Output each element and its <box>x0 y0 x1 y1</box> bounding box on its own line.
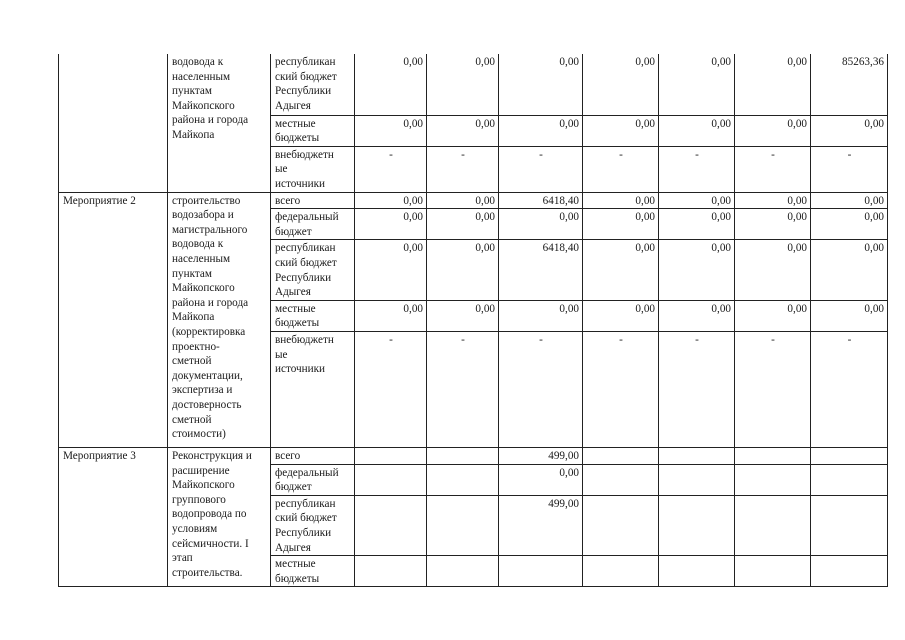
value-cell: 85263,36 <box>811 54 888 115</box>
value-cell: 0,00 <box>583 240 659 300</box>
value-cell: 0,00 <box>355 300 427 331</box>
value-cell: 0,00 <box>811 192 888 209</box>
budget-table <box>58 54 888 587</box>
value-cell: 0,00 <box>659 54 735 115</box>
table-body <box>59 54 888 587</box>
funding-source-cell: федеральный бюджет <box>271 209 355 240</box>
value-cell: 0,00 <box>427 300 499 331</box>
value-cell: 0,00 <box>735 192 811 209</box>
value-cell: - <box>811 332 888 448</box>
funding-source-cell: федеральный бюджет <box>271 464 355 495</box>
value-cell: 0,00 <box>499 54 583 115</box>
value-cell: 0,00 <box>355 54 427 115</box>
description-cell: Реконструкция и расширение Майкопского группового водопровода по условиям сейсмичности. I этап строительства. <box>168 448 271 587</box>
description-cell: водовода к населенным пунктам Майкопского района и города Майкопа <box>168 54 271 192</box>
table-row <box>59 54 888 115</box>
funding-source-cell: всего <box>271 448 355 465</box>
value-cell: 0,00 <box>355 192 427 209</box>
value-cell <box>811 448 888 465</box>
value-cell: 0,00 <box>811 300 888 331</box>
value-cell <box>659 556 735 587</box>
value-cell: 0,00 <box>735 240 811 300</box>
value-cell <box>811 495 888 555</box>
funding-source-cell: местные бюджеты <box>271 115 355 146</box>
value-cell: - <box>735 332 811 448</box>
value-cell: 0,00 <box>499 209 583 240</box>
value-cell: 0,00 <box>583 209 659 240</box>
value-cell: 499,00 <box>499 448 583 465</box>
value-cell <box>735 448 811 465</box>
description-cell: строительство водозабора и магистрального водовода к населенным пунктам Майкопского района и города Майкопа (корректировка проектно- сметной документации, экспертиза и достоверность сметной стоимости) <box>168 192 271 447</box>
value-cell <box>355 448 427 465</box>
funding-source-cell: всего <box>271 192 355 209</box>
table-row <box>59 448 888 465</box>
value-cell: - <box>355 332 427 448</box>
value-cell <box>659 448 735 465</box>
value-cell <box>583 495 659 555</box>
value-cell <box>355 556 427 587</box>
value-cell <box>735 464 811 495</box>
value-cell: - <box>355 146 427 192</box>
value-cell <box>659 464 735 495</box>
value-cell: 0,00 <box>427 192 499 209</box>
value-cell <box>583 464 659 495</box>
value-cell: 0,00 <box>659 300 735 331</box>
value-cell: 0,00 <box>811 209 888 240</box>
funding-source-cell: местные бюджеты <box>271 556 355 587</box>
value-cell: - <box>583 332 659 448</box>
funding-source-cell: внебюджетн ые источники <box>271 146 355 192</box>
value-cell: - <box>427 332 499 448</box>
value-cell: - <box>659 146 735 192</box>
value-cell: 0,00 <box>659 192 735 209</box>
value-cell <box>355 495 427 555</box>
value-cell: - <box>811 146 888 192</box>
value-cell: 0,00 <box>583 115 659 146</box>
funding-source-cell: местные бюджеты <box>271 300 355 331</box>
value-cell: 0,00 <box>811 115 888 146</box>
value-cell <box>427 495 499 555</box>
activity-cell: Мероприятие 2 <box>59 192 168 447</box>
funding-source-cell: республикан ский бюджет Республики Адыгея <box>271 54 355 115</box>
value-cell: 0,00 <box>427 54 499 115</box>
value-cell: 499,00 <box>499 495 583 555</box>
value-cell <box>427 464 499 495</box>
value-cell <box>811 464 888 495</box>
value-cell: - <box>427 146 499 192</box>
value-cell: - <box>499 146 583 192</box>
value-cell: 0,00 <box>659 209 735 240</box>
value-cell: 0,00 <box>427 209 499 240</box>
value-cell: - <box>499 332 583 448</box>
value-cell <box>583 448 659 465</box>
value-cell: - <box>659 332 735 448</box>
value-cell <box>355 464 427 495</box>
value-cell: 0,00 <box>735 300 811 331</box>
value-cell: 0,00 <box>355 115 427 146</box>
value-cell: 0,00 <box>735 209 811 240</box>
value-cell: 0,00 <box>583 300 659 331</box>
funding-source-cell: республикан ский бюджет Республики Адыгея <box>271 240 355 300</box>
value-cell <box>659 495 735 555</box>
value-cell <box>811 556 888 587</box>
value-cell: - <box>735 146 811 192</box>
activity-cell <box>59 54 168 192</box>
value-cell: 0,00 <box>583 192 659 209</box>
activity-cell: Мероприятие 3 <box>59 448 168 587</box>
value-cell: 0,00 <box>659 115 735 146</box>
value-cell: 0,00 <box>583 54 659 115</box>
value-cell: 0,00 <box>427 240 499 300</box>
value-cell <box>583 556 659 587</box>
value-cell: 0,00 <box>499 464 583 495</box>
value-cell <box>735 495 811 555</box>
funding-source-cell: внебюджетн ые источники <box>271 332 355 448</box>
value-cell: 0,00 <box>499 300 583 331</box>
funding-source-cell: республикан ский бюджет Республики Адыгея <box>271 495 355 555</box>
value-cell <box>499 556 583 587</box>
value-cell <box>427 448 499 465</box>
table-row <box>59 192 888 209</box>
value-cell: 0,00 <box>735 115 811 146</box>
value-cell: 6418,40 <box>499 240 583 300</box>
value-cell: 0,00 <box>355 240 427 300</box>
value-cell: 0,00 <box>499 115 583 146</box>
value-cell: 0,00 <box>811 240 888 300</box>
value-cell <box>427 556 499 587</box>
value-cell: 0,00 <box>735 54 811 115</box>
value-cell: 0,00 <box>355 209 427 240</box>
value-cell: 0,00 <box>427 115 499 146</box>
value-cell: 0,00 <box>659 240 735 300</box>
value-cell <box>735 556 811 587</box>
value-cell: 6418,40 <box>499 192 583 209</box>
value-cell: - <box>583 146 659 192</box>
